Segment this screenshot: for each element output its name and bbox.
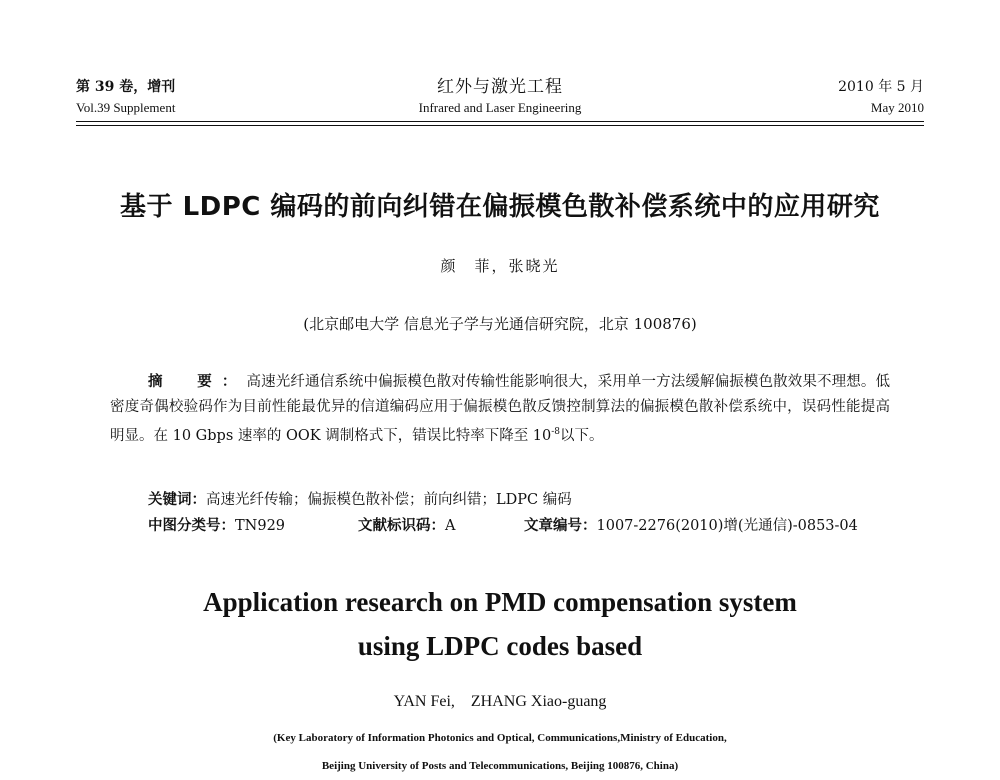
article-number-group: [524, 514, 858, 538]
header-rule-thin: [76, 125, 924, 126]
date-en: May 2010: [870, 100, 924, 115]
header-date: [838, 76, 924, 118]
article-number-label: 文章编号：: [524, 518, 597, 534]
keywords: [148, 488, 888, 512]
header-rule-thick: [76, 121, 924, 122]
doc-code-group: [358, 514, 455, 538]
affiliation-en: [0, 724, 1000, 780]
title-zh: 基于 LDPC 编码的前向纠错在偏振模色散补偿系统中的应用研究: [120, 192, 880, 222]
abstract-label: 摘 要：: [148, 374, 247, 390]
abstract: [110, 370, 890, 449]
abstract-text-end: 以下。: [560, 427, 604, 444]
authors-zh: 颜 菲，张晓光: [440, 257, 560, 275]
running-header: [76, 76, 924, 122]
authors-en: YAN Fei, ZHANG Xiao-guang: [393, 693, 607, 710]
article-number-value: 1007-2276(2010)增(光通信)-0853-04: [596, 518, 858, 534]
keywords-label: 关键词：: [148, 492, 206, 508]
date-zh: 2010 年 5 月: [838, 79, 924, 95]
clc-label: 中图分类号：: [148, 518, 235, 534]
title-en-line2: using LDPC codes based: [357, 631, 643, 661]
title-en-line1: Application research on PMD compensation system: [203, 587, 797, 617]
volume-en: Vol.39 Supplement: [76, 100, 176, 115]
affiliation-zh: (北京邮电大学 信息光子学与光通信研究院，北京 100876): [303, 315, 697, 333]
clc-group: [148, 514, 285, 538]
journal-en: Infrared and Laser Engineering: [418, 100, 582, 115]
abstract-exponent: -8: [551, 427, 561, 437]
volume-zh: 第 39 卷，增刊: [76, 79, 176, 95]
affiliation-en-line2: Beijing University of Posts and Telecommunications, Beijing 100876, China): [321, 760, 679, 772]
keywords-text: 高速光纤传输；偏振模色散补偿；前向纠错；LDPC 编码: [206, 492, 572, 508]
doc-code-value: A: [445, 518, 456, 534]
clc-value: TN929: [235, 518, 286, 534]
abstract-text: 高速光纤通信系统中偏振模色散对传输性能影响很大，采用单一方法缓解偏振模色散效果不理想。低密度奇偶校验码作为目前性能最优异的信道编码应用于偏振模色散反馈控制算法的偏振模色散补偿系统中，误码性能提高明显。在 10 Gbps 速率的 OOK 调制格式下，错误比特率下降至 10: [110, 374, 891, 444]
affiliation-en-line1: (Key Laboratory of Information Photonics and Optical, Communications,Ministry of Education,: [273, 732, 727, 744]
journal-zh: 红外与激光工程: [437, 77, 563, 97]
header-journal: [76, 76, 924, 118]
doc-code-label: 文献标识码：: [358, 518, 445, 534]
title-en: [0, 580, 1000, 668]
